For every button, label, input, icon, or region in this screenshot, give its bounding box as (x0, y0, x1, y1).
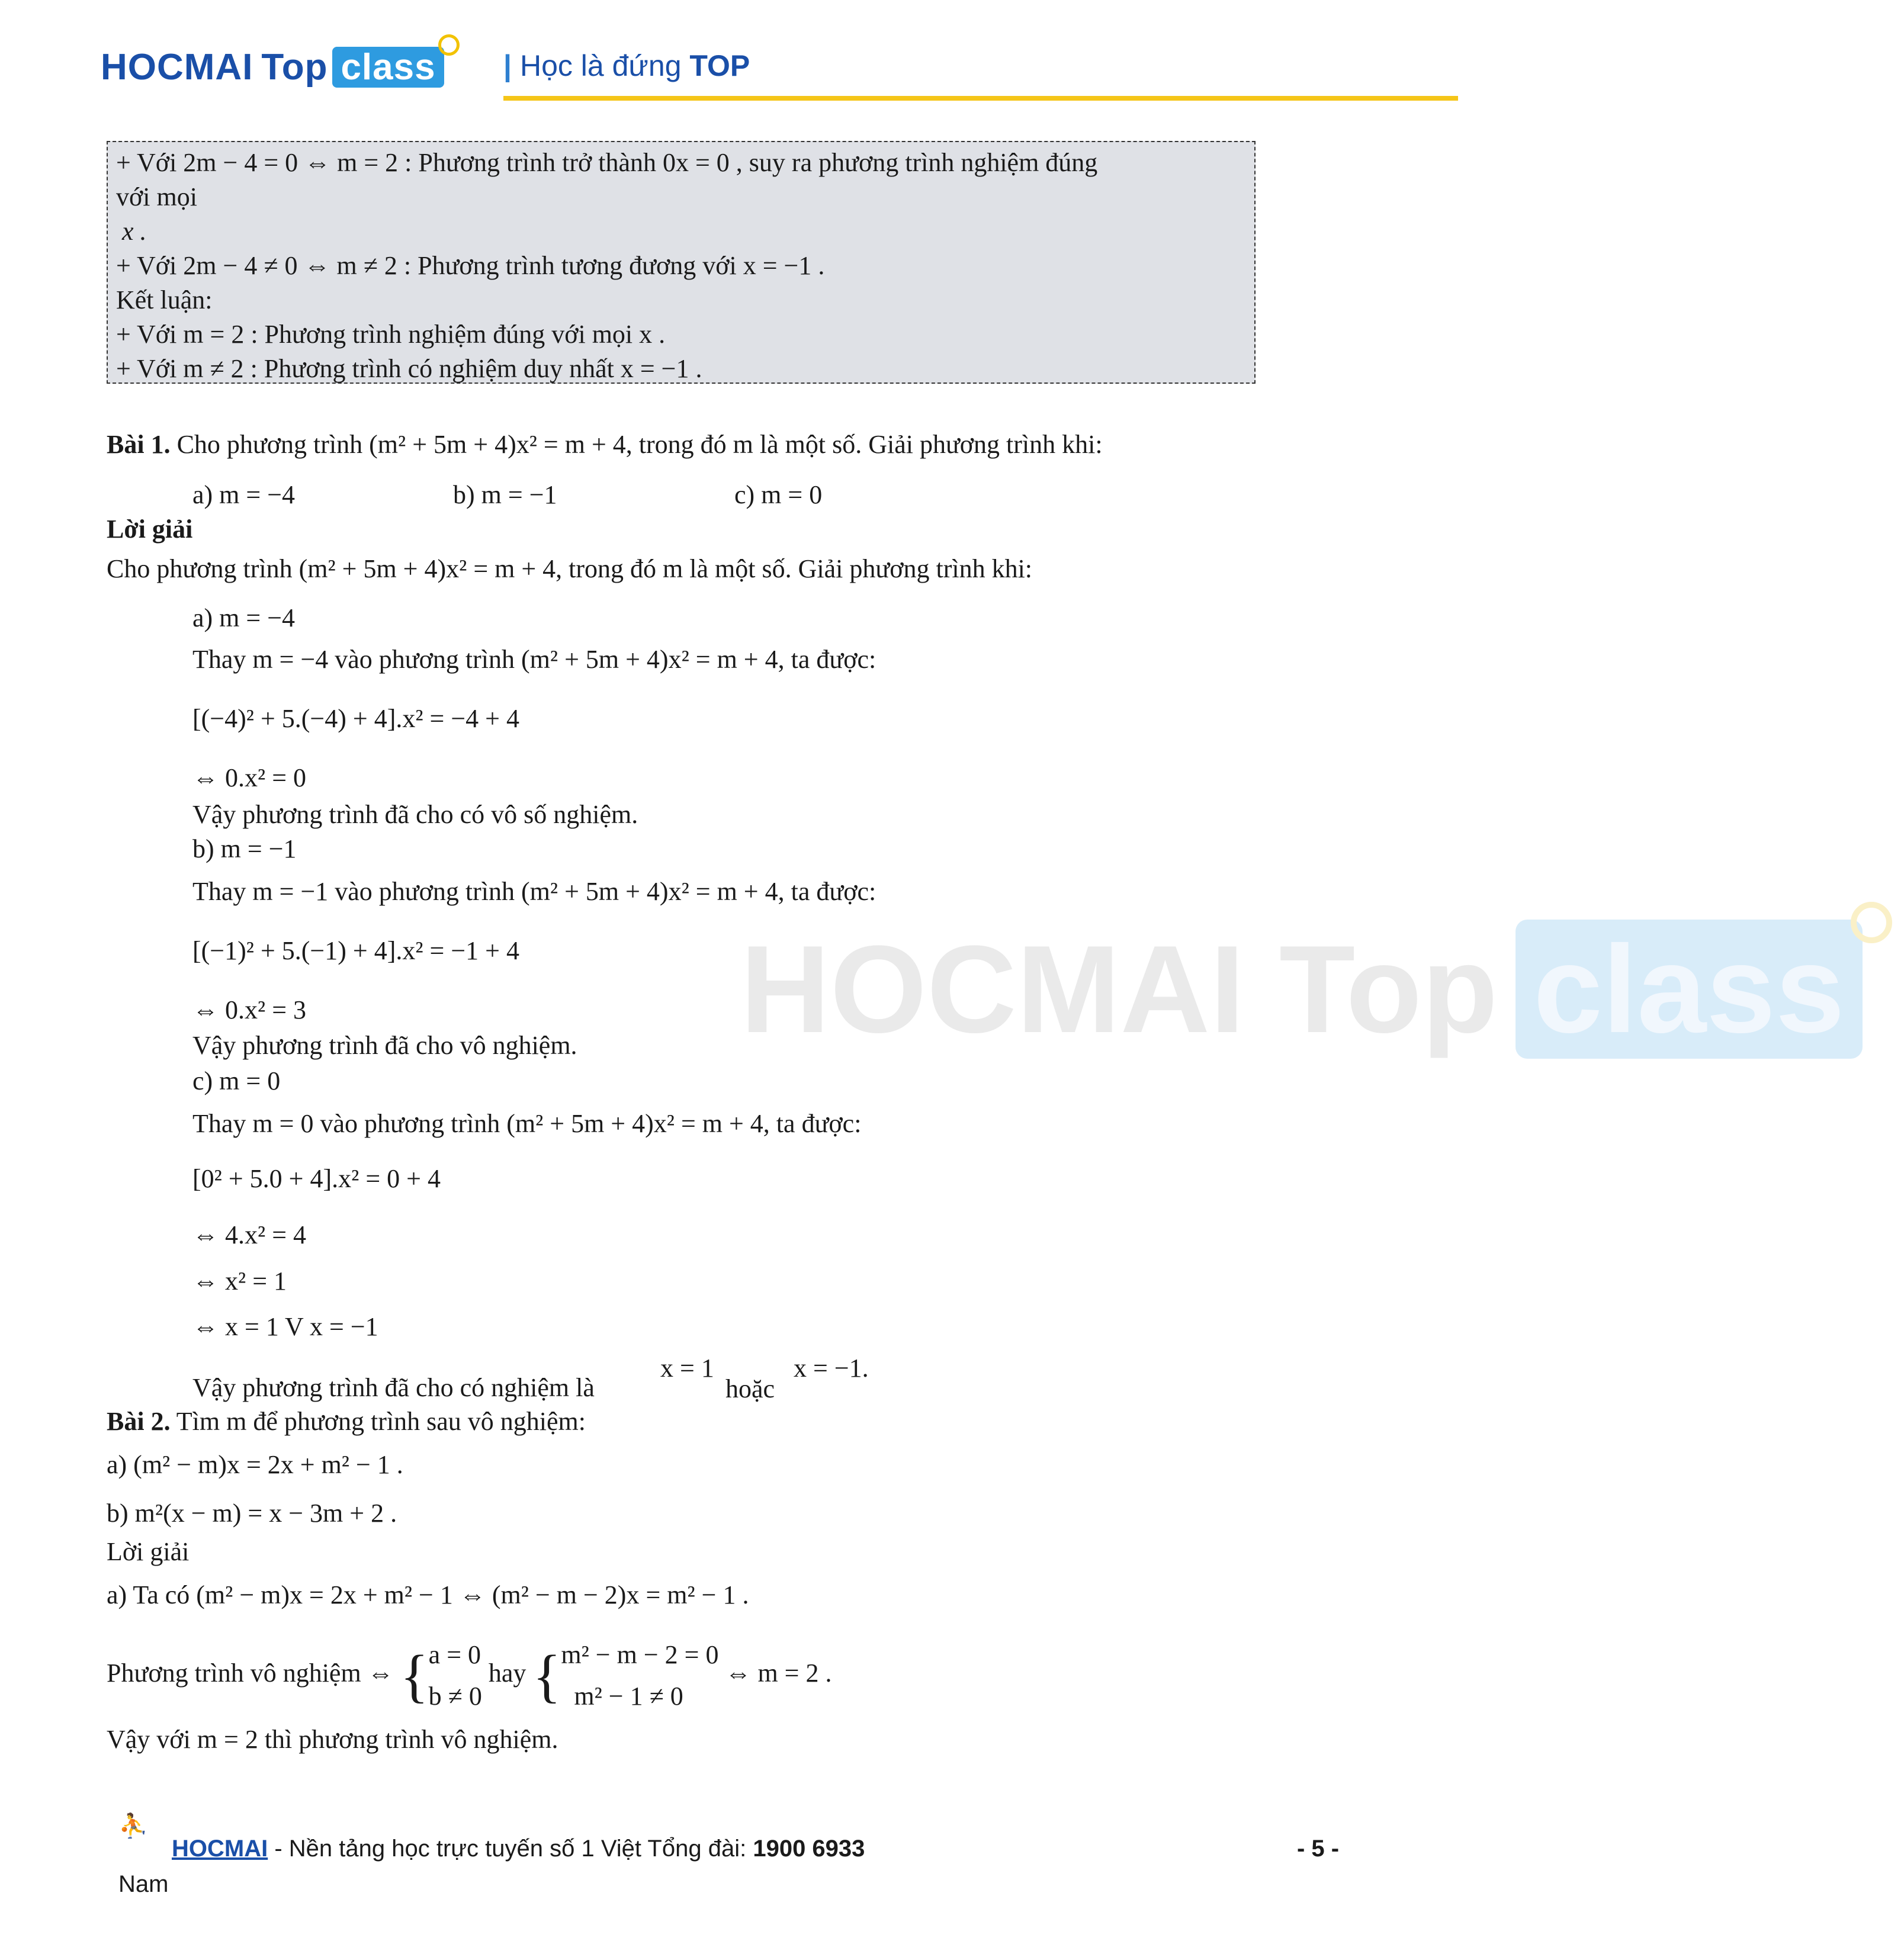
logo-top-text: Top (261, 47, 328, 88)
footer-country: Nam (118, 1871, 169, 1897)
page-number-text: - 5 - (1297, 1836, 1340, 1862)
case-c-heading: c) m = 0 (192, 1066, 281, 1095)
box-line: + Với m ≠ 2 : Phương trình có nghiệm duy nhất x = −1 . (116, 354, 702, 383)
system-2-line-2: m² − 1 ≠ 0 (574, 1682, 683, 1711)
sun-icon (438, 34, 460, 56)
box-line: Kết luận: (116, 285, 213, 314)
case-a-equation-1: [(−4)² + 5.(−4) + 4].x² = −4 + 4 (192, 704, 519, 733)
case-c-equation-2: ⇔ 4.x² = 4 (192, 1220, 307, 1249)
case-a-equation-2: ⇔ 0.x² = 0 (192, 763, 307, 792)
case-b-substitute: Thay m = −1 vào phương trình (m² + 5m + 4)x² = m + 4, ta được: (192, 877, 876, 906)
left-brace: { (532, 1643, 561, 1709)
case-b-equation-1: [(−1)² + 5.(−1) + 4].x² = −1 + 4 (192, 936, 519, 965)
bai2-solution-a: a) Ta có (m² − m)x = 2x + m² − 1 ⇔ (m² − m − 2)x = m² − 1 . (107, 1580, 749, 1609)
watermark-class: class (1516, 920, 1863, 1059)
case-c-conclusion: Vậy phương trình đã cho có nghiệm là (192, 1373, 595, 1402)
case-c-substitute: Thay m = 0 vào phương trình (m² + 5m + 4)x² = m + 4, ta được: (192, 1109, 862, 1138)
system-1-line-2: b ≠ 0 (428, 1682, 482, 1711)
bai2-condition (107, 1634, 832, 1717)
page-header (101, 36, 1350, 107)
slogan-top: TOP (689, 49, 750, 82)
condition-prefix: Phương trình vô nghiệm ⇔ (107, 1659, 394, 1688)
bai2-solution-heading: Lời giải (107, 1537, 190, 1566)
case-c-equation-4: ⇔ x = 1 V x = −1 (192, 1312, 378, 1341)
footer-hotline: 1900 6933 (753, 1836, 865, 1862)
case-c-equation-1: [0² + 5.0 + 4].x² = 0 + 4 (192, 1164, 441, 1193)
case-a-heading: a) m = −4 (192, 603, 296, 632)
box-line: + Với m = 2 : Phương trình nghiệm đúng với mọi x . (116, 320, 666, 349)
slogan (503, 49, 750, 83)
box-line: với mọi (116, 182, 197, 211)
bai2-part-b: b) m²(x − m) = x − 3m + 2 . (107, 1499, 397, 1528)
case-c-or: hoặc (725, 1374, 775, 1403)
hocmai-footer-logo-icon: ⛹ (118, 1813, 148, 1839)
system-2 (561, 1634, 718, 1717)
case-a-substitute: Thay m = −4 vào phương trình (m² + 5m + 4)x² = m + 4, ta được: (192, 645, 876, 674)
case-c-equation-3: ⇔ x² = 1 (192, 1267, 287, 1296)
bai1-solution-heading: Lời giải (107, 515, 193, 544)
bai2-text: Tìm m để phương trình sau vô nghiệm: (176, 1407, 586, 1436)
case-b-conclusion: Vậy phương trình đã cho vô nghiệm. (192, 1031, 577, 1060)
system-1 (429, 1634, 482, 1717)
case-a-conclusion: Vậy phương trình đã cho có vô số nghiệm. (192, 800, 638, 829)
watermark (740, 918, 1904, 1061)
page-footer (118, 1813, 1362, 1862)
bai2-title: Bài 2. (107, 1407, 171, 1436)
watermark-sun-icon (1851, 902, 1892, 943)
slogan-text: Học là đứng (520, 49, 690, 82)
condition-result: ⇔ m = 2 . (725, 1659, 832, 1688)
watermark-top: Top (1279, 920, 1498, 1059)
bai2-part-a: a) (m² − m)x = 2x + m² − 1 . (107, 1450, 403, 1479)
bai1-restate: Cho phương trình (m² + 5m + 4)x² = m + 4, trong đó m là một số. Giải phương trình khi: (107, 554, 1033, 583)
left-brace: { (400, 1643, 429, 1709)
bai1-option-c: c) m = 0 (734, 480, 823, 509)
watermark-hocmai: HOCMAI (740, 920, 1245, 1059)
case-b-equation-2: ⇔ 0.x² = 3 (192, 995, 307, 1024)
box-line: x . (122, 217, 147, 246)
hocmai-topclass-logo (101, 46, 465, 88)
bai1-text: Cho phương trình (m² + 5m + 4)x² = m + 4, trong đó m là một số. Giải phương trình khi: (176, 430, 1103, 459)
logo-class-text: class (332, 47, 444, 88)
system-1-line-1: a = 0 (428, 1640, 481, 1669)
bai1-option-a: a) m = −4 (192, 480, 296, 509)
box-line: + Với 2m − 4 ≠ 0 ⇔ m ≠ 2 : Phương trình tương đương với x = −1 . (116, 251, 825, 280)
logo-hocmai-text: HOCMAI (101, 47, 253, 88)
bai1-option-b: b) m = −1 (453, 480, 557, 509)
footer-text: - Nền tảng học trực tuyến số 1 Việt Tổng đài: (268, 1836, 753, 1862)
or-word: hay (488, 1659, 526, 1688)
box-line: + Với 2m − 4 = 0 ⇔ m = 2 : Phương trình trở thành 0x = 0 , suy ra phương trình nghiệm đúng (116, 148, 1098, 177)
case-c-root-2: x = −1. (794, 1354, 869, 1383)
header-underline (503, 96, 1458, 101)
system-2-line-1: m² − m − 2 = 0 (561, 1640, 719, 1669)
case-b-heading: b) m = −1 (192, 834, 297, 863)
bai2-conclusion: Vậy với m = 2 thì phương trình vô nghiệm. (107, 1725, 558, 1754)
bai1-title: Bài 1. (107, 430, 171, 459)
separator-bar: | (503, 49, 512, 82)
summary-box (107, 141, 1256, 384)
bai1-problem (107, 429, 1103, 459)
page-number (1297, 1836, 1339, 1862)
bai2-problem (107, 1406, 586, 1436)
footer-brand-link[interactable]: HOCMAI (172, 1836, 268, 1862)
case-c-root-1: x = 1 (660, 1354, 714, 1383)
